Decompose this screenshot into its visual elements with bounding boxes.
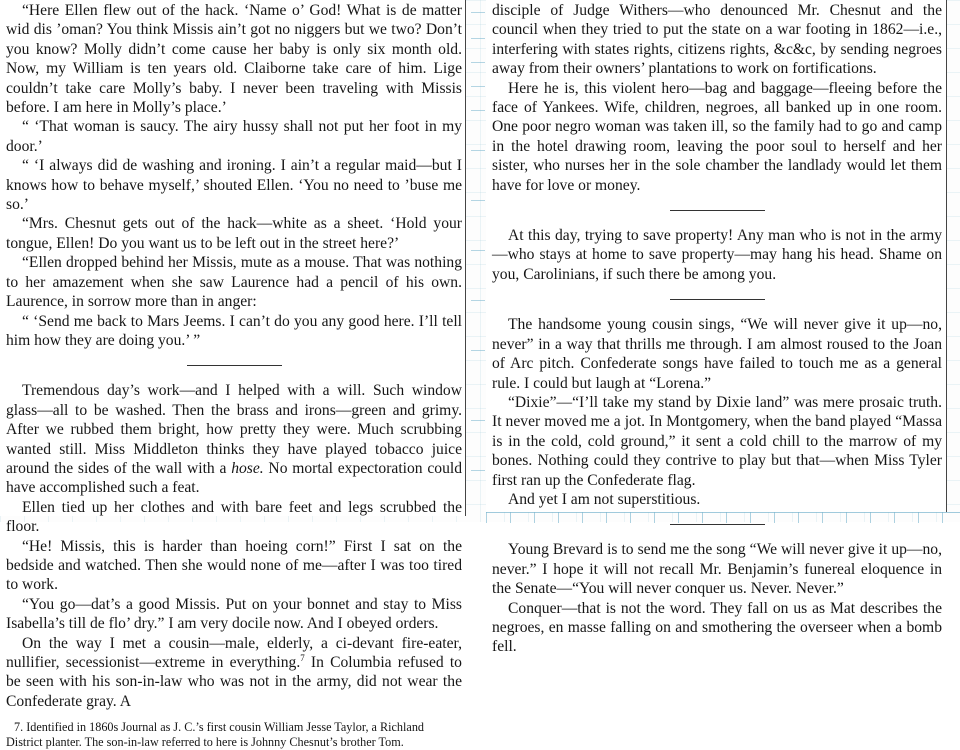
grid-tick (471, 150, 485, 151)
grid-tick (471, 470, 485, 471)
paragraph: “He! Missis, this is harder than hoeing corn!” First I sat on the bedside and watched. Then she would none of me—after I was too tired to work. (6, 537, 462, 594)
grid-tick (471, 250, 485, 251)
grid-tick (471, 12, 485, 13)
grid-tick (471, 38, 485, 39)
paragraph: Conquer—that is not the word. They fall on us as Mat describes the negroes, en masse falling on and smothering the overseer when a bomb fell. (492, 599, 942, 656)
paragraph: Young Brevard is to send me the song “We will never give it up—no, never.” I hope it will not recall Mr. Benjamin’s funereal eloquence in the Senate—“You will never conquer us. Never. Never.” (492, 541, 942, 598)
left-column (0, 0, 466, 750)
paragraph: disciple of Judge Withers—who denounced Mr. Chesnut and the council when they tried to put the state on a war footing in 1862—i.e., interfering with states rights, citizens rights, &c&c, by sending negroes away from their owners’ plantations to work on fortifications. (492, 2, 942, 78)
column-gutter (467, 0, 485, 522)
paragraph: “Dixie”—“I’ll take my stand by Dixie land” was mere prosaic truth. It never moved me a jot. In Montgomery, when the band played “Massa is in the cold, cold ground,” it sent a cold chill to the marrow of my bones. Nothing could they contrive to play but that—when Miss Tyler first ran up the Confederate flag. (492, 393, 942, 489)
paragraph: “ ‘I always did de washing and ironing. I ain’t a regular maid—but I knows how to behave myself,’ shouted Ellen. ‘You no need to ’buse me so.’ (6, 157, 462, 214)
footnote-reference[interactable]: 7 (300, 652, 305, 663)
grid-tick (471, 62, 485, 63)
grid-tick (471, 110, 485, 111)
paragraph: At this day, trying to save property! Any man who is not in the army—who stays at home to save property—may hang his head. Shame on you, Carolinians, if such there be among you. (492, 227, 942, 283)
graph-paper-edge (486, 512, 960, 523)
paragraph: And yet I am not superstitious. (508, 490, 701, 508)
footnote: 7. Identified in 1860s Journal as J. C.’s first cousin William Jesse Taylor, a Richland District planter. The son-in-law referred to here is Johnny Chesnut’s brother Tom. (6, 720, 425, 750)
paragraph (6, 381, 462, 497)
right-column (486, 0, 947, 656)
section-separator (670, 524, 765, 525)
section-separator (187, 365, 282, 366)
paragraph-text: No mortal expectoration could have accomplished such a feat. (6, 459, 462, 497)
grid-tick (471, 200, 485, 201)
paragraph: Here he is, this violent hero—bag and baggage—fleeing before the face of Yankees. Wife, children, negroes, all banked up in one room. One poor negro woman was taken ill, so the family had to go and camp in the hotel drawing room, leaving the poor soul to herself and her sister, who nurses her in the sole chamber the landlady would let them have for love or money. (492, 79, 942, 194)
paragraph: “ ‘Send me back to Mars Jeems. I can’t do you any good here. I’ll tell him how they are doing you.’ ” (6, 312, 462, 349)
paragraph: “ ‘That woman is saucy. The airy hussy shall not put her foot in my door.’ (6, 118, 462, 155)
emphasized-word: hose. (231, 459, 264, 477)
grid-tick (471, 86, 485, 87)
paragraph: The handsome young cousin sings, “We will never give it up—no, never” in a way that thrills me through. I am almost roused to the Joan of Arc pitch. Confederate songs have failed to touch me as a general rule. I could but laugh at “Lorena.” (492, 316, 942, 392)
paragraph-text: In Columbia refused to be seen with his son-in-law who was not in the army, did not wear the Confederate gray. A (6, 654, 462, 710)
grid-tick (471, 420, 485, 421)
section-separator (670, 299, 765, 300)
paragraph-text: On the way I met a cousin—male, elderly, a ci-devant fire-eater, nullifier, secessionist—extreme in everything. (6, 634, 462, 671)
section-separator (670, 210, 765, 211)
grid-tick (471, 350, 485, 351)
paragraph: “Ellen dropped behind her Missis, mute as a mouse. That was nothing to her amazement when she saw Laurence had a pencil of his own. Laurence, in sorrow more than in anger: (6, 254, 462, 311)
paragraph (6, 634, 462, 712)
paragraph: “Mrs. Chesnut gets out of the hack—white as a sheet. ‘Hold your tongue, Ellen! Do you want us to be left out in the street here?’ (6, 215, 462, 252)
grid-tick (471, 300, 485, 301)
paragraph-text: Tremendous day’s work—and I helped with a will. Such window glass—all to be washed. Then the brass and irons—green and grimy. After we rubbed them bright, how pretty they were. Much scrubbing wanted still. Miss Middleton thinks they have played tobacco juice around the sides of the wall with a (6, 382, 462, 477)
paragraph: “You go—dat’s a good Missis. Put on your bonnet and stay to Miss Isabella’s till de flo’ dry.” I am very docile now. And I obeyed orders. (6, 595, 462, 633)
paragraph: “Here Ellen flew out of the hack. ‘Name o’ God! What is de matter wid dis ’oman? You think Missis ain’t got no niggers but we two? Don’t you know? Molly didn’t come cause her baby is only six month old. Now, my William is ten years old. Claiborne take care of him. Lige couldn’t take care Molly’s baby. I never been traveling with Missis before. I am here in Molly’s place.’ (6, 2, 462, 117)
paragraph: Ellen tied up her clothes and with bare feet and legs scrubbed the floor. (6, 498, 462, 536)
